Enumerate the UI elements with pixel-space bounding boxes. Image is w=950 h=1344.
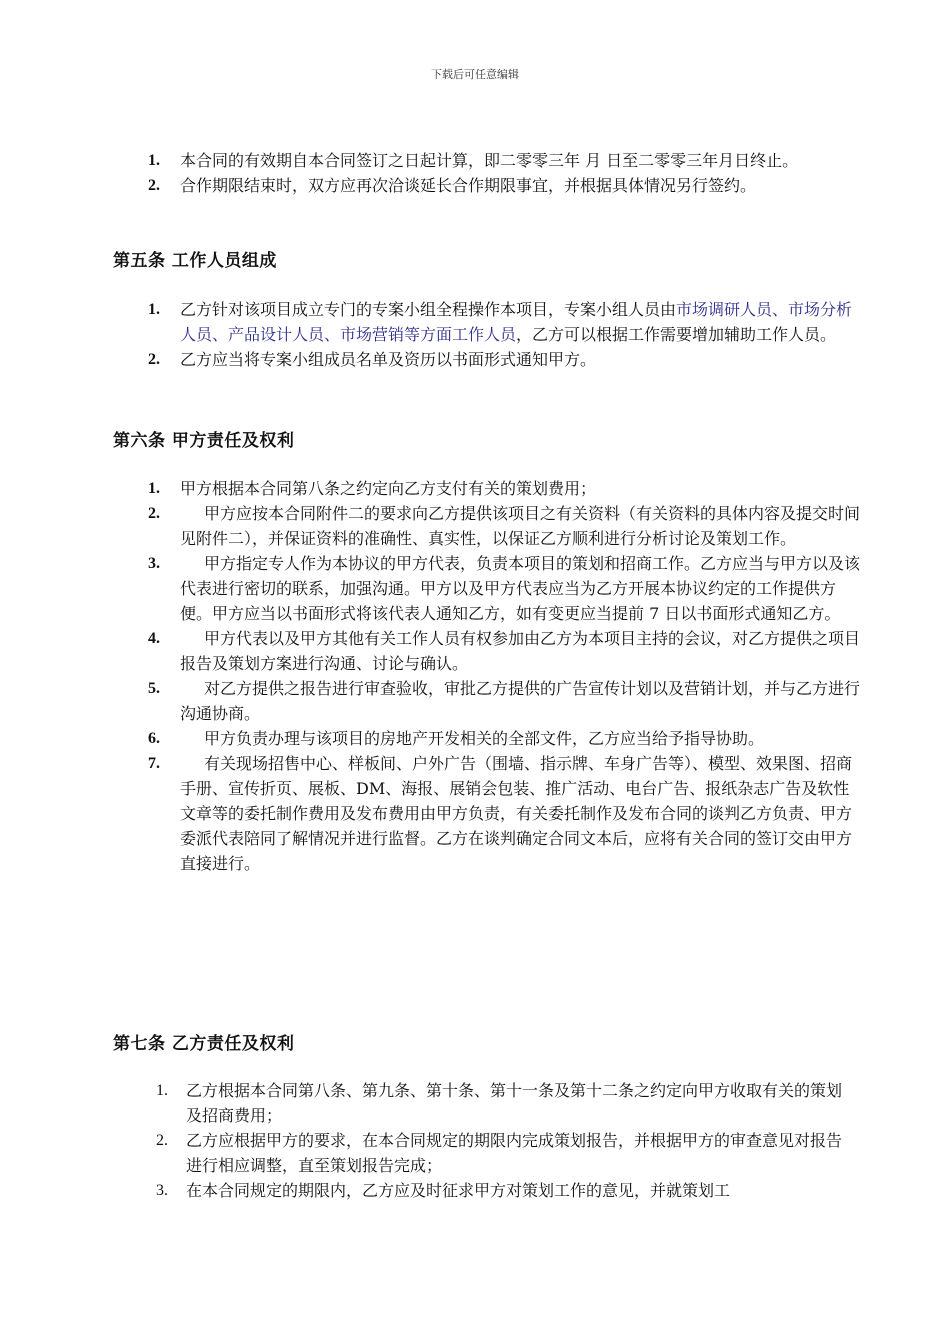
list-item-text: 甲方负责办理与该项目的房地产开发相关的全部文件，乙方应当给予指导协助。 bbox=[204, 729, 765, 748]
list-item-text: 有关现场招售中心、样板间、户外广告（围墙、指示牌、车身广告等）、模型、效果图、招商手册、宣传折页、展板、DM、海报、展销会包装、推广活动、电台广告、报纸杂志广告及软性文章等的委托制作费用及发布费用由甲方负责，有关委托制作及发布合同的谈判乙方负责、甲方委派代表陪同了解情况并进行监督。乙方在谈判确定合同文本后，应将有关合同的签订交由甲方直接进行。 bbox=[180, 754, 853, 873]
list-item bbox=[156, 1128, 854, 1178]
list-item bbox=[148, 148, 866, 173]
list-item bbox=[148, 676, 861, 726]
staff-list bbox=[148, 297, 866, 372]
list-number: 3. bbox=[148, 555, 160, 572]
list-number: 2. bbox=[148, 351, 160, 368]
list-item-text: 乙方应当将专案小组成员名单及资历以书面形式通知甲方。 bbox=[180, 350, 597, 369]
party-a-list bbox=[148, 476, 861, 876]
list-number: 1. bbox=[148, 301, 160, 318]
list-number: 2. bbox=[148, 177, 160, 194]
list-item bbox=[148, 626, 861, 676]
list-item bbox=[148, 297, 866, 347]
list-number: 5. bbox=[148, 680, 160, 697]
list-item-text-before: 乙方针对该项目成立专门的专案小组全程操作本项目，专案小组人员由 bbox=[180, 300, 677, 319]
section-7-heading: 第七条 乙方责任及权利 bbox=[113, 1034, 295, 1054]
list-item bbox=[148, 347, 866, 372]
list-item-text: 甲方指定专人作为本协议的甲方代表，负责本项目的策划和招商工作。乙方应当与甲方以及该代表进行密切的联系，加强沟通。甲方以及甲方代表应当为乙方开展本协议约定的工作提供方便。甲方应当以书面形式将该代表人通知乙方，如有变更应当提前 7 日以书面形式通知乙方。 bbox=[180, 554, 861, 623]
list-item-text: 甲方根据本合同第八条之约定向乙方支付有关的策划费用； bbox=[180, 479, 597, 498]
list-item bbox=[148, 501, 861, 551]
list-item-text: 甲方应按本合同附件二的要求向乙方提供该项目之有关资料（有关资料的具体内容及提交时间见附件二），并保证资料的准确性、真实性，以保证乙方顺利进行分析讨论及策划工作。 bbox=[180, 504, 861, 548]
section-6-heading: 第六条 甲方责任及权利 bbox=[113, 431, 295, 451]
list-number: 2. bbox=[148, 505, 160, 522]
list-number: 3. bbox=[156, 1182, 168, 1199]
list-item-text: 乙方应根据甲方的要求，在本合同规定的期限内完成策划报告，并根据甲方的审查意见对报告进行相应调整，直至策划报告完成； bbox=[186, 1131, 843, 1175]
list-item-text: 在本合同规定的期限内，乙方应及时征求甲方对策划工作的意见，并就策划工 bbox=[186, 1181, 731, 1200]
list-item-text-after: ，乙方可以根据工作需要增加辅助工作人员。 bbox=[516, 325, 837, 344]
list-number: 1. bbox=[156, 1082, 168, 1099]
list-item-text: 对乙方提供之报告进行审查验收，审批乙方提供的广告宣传计划以及营销计划，并与乙方进行沟通协商。 bbox=[180, 679, 861, 723]
list-item-text: 乙方根据本合同第八条、第九条、第十条、第十一条及第十二条之约定向甲方收取有关的策划及招商费用； bbox=[186, 1081, 843, 1125]
header-note: 下载后可任意编辑 bbox=[431, 68, 519, 81]
term-list bbox=[148, 148, 866, 198]
list-item bbox=[148, 173, 866, 198]
list-number: 1. bbox=[148, 480, 160, 497]
list-item bbox=[156, 1078, 854, 1128]
list-item bbox=[148, 551, 861, 626]
list-item-text: 本合同的有效期自本合同签订之日起计算，即二零零三年 月 日至二零零三年月日终止。 bbox=[180, 151, 799, 170]
list-item-text: 合作期限结束时，双方应再次洽谈延长合作期限事宜，并根据具体情况另行签约。 bbox=[180, 176, 757, 195]
list-item bbox=[148, 476, 860, 501]
section-5-heading: 第五条 工作人员组成 bbox=[113, 251, 277, 271]
party-b-list bbox=[156, 1078, 854, 1203]
staff-roles-link[interactable]: 市场调研人员、市场分析人员、产品设计人员、市场营销等方面工作人员 bbox=[180, 300, 853, 344]
list-number: 6. bbox=[148, 730, 160, 747]
list-number: 1. bbox=[148, 152, 160, 169]
list-number: 4. bbox=[148, 630, 160, 647]
list-item bbox=[156, 1178, 854, 1203]
list-item-text: 甲方代表以及甲方其他有关工作人员有权参加由乙方为本项目主持的会议，对乙方提供之项目报告及策划方案进行沟通、讨论与确认。 bbox=[180, 629, 861, 673]
list-number: 7. bbox=[148, 755, 160, 772]
list-item bbox=[148, 726, 860, 751]
list-number: 2. bbox=[156, 1132, 168, 1149]
list-item bbox=[148, 751, 860, 876]
